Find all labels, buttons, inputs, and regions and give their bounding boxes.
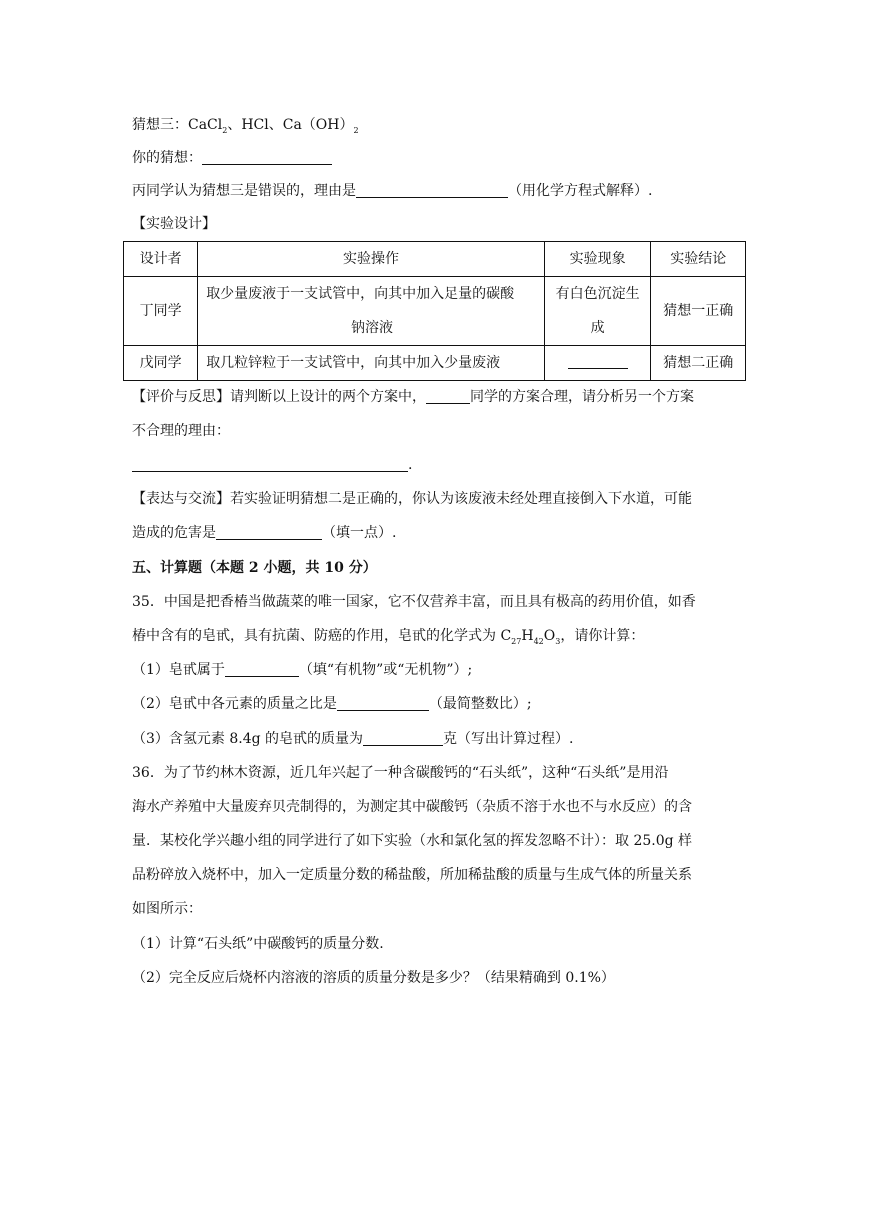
table-cell: 戊同学 [124, 346, 198, 381]
answer-blank[interactable] [568, 354, 628, 369]
table-cell [544, 346, 651, 381]
answer-blank[interactable] [225, 660, 299, 677]
answer-blank[interactable] [216, 523, 322, 540]
q35-line-2: 椿中含有的皂甙，具有抗菌、防癌的作用，皂甙的化学式为 $C_{27}H_{42}O_3$，请你计算： [132, 628, 645, 646]
section-experiment-design: 【实验设计】 [132, 216, 216, 232]
answer-blank[interactable] [363, 729, 443, 746]
table-cell: 猜想一正确 [651, 277, 746, 346]
table-cell: 取几粒锌粒于一支试管中，向其中加入少量废液 [198, 346, 545, 381]
experiment-table [123, 241, 746, 381]
q36-line-3: 量．某校化学兴趣小组的同学进行了如下实验（水和氯化氢的挥发忽略不计）：取 25.0g 样 [132, 833, 693, 849]
evaluation-line-2: 不合理的理由： [132, 423, 230, 439]
table-cell: 取少量废液于一支试管中，向其中加入足量的碳酸 钠溶液 [198, 277, 545, 346]
q36-line-2: 海水产养殖中大量废弃贝壳制得的，为测定其中碳酸钙（杂质不溶于水也不与水反应）的含 [132, 799, 692, 815]
table-cell: 有白色沉淀生 成 [544, 277, 651, 346]
answer-blank[interactable] [356, 181, 508, 198]
table-header-cell: 设计者 [124, 242, 198, 277]
hypothesis-three: 猜想三：CaCl$_2$、HCl、$Ca(OH)_2$ [132, 117, 359, 135]
q35-part-2: （2）皂甙中各元素的质量之比是 （最简整数比）; [132, 696, 532, 712]
expression-line-2: 造成的危害是 （填一点）. [132, 525, 397, 541]
table-header-cell: 实验现象 [544, 242, 651, 277]
q36-line-4: 品粉碎放入烧杯中，加入一定质量分数的稀盐酸，所加稀盐酸的质量与生成气体的所量关系 [132, 867, 692, 883]
table-cell: 丁同学 [124, 277, 198, 346]
expression-line-1: 【表达与交流】若实验证明猜想二是正确的，你认为该废液未经处理直接倒入下水道，可能 [132, 491, 692, 507]
q35-line-1: 35．中国是把香椿当做蔬菜的唯一国家，它不仅营养丰富，而且具有极高的药用价值，如香 [132, 594, 696, 610]
q35-part-1: （1）皂甙属于 （填“有机物”或“无机物”）; [132, 662, 473, 678]
q36-line-1: 36．为了节约林木资源，近几年兴起了一种含碳酸钙的“石头纸”，这种“石头纸”是用沿 [132, 765, 669, 781]
answer-blank[interactable] [132, 455, 408, 472]
section-five-heading: 五、计算题（本题 2 小题，共 10 分） [132, 560, 377, 576]
evaluation-line-1: 【评价与反思】请判断以上设计的两个方案中， 同学的方案合理，请分析另一个方案 [132, 389, 694, 405]
answer-blank[interactable] [426, 387, 470, 404]
evaluation-line-3: . [132, 455, 412, 475]
table-header-cell: 实验操作 [198, 242, 545, 277]
table-row [124, 277, 746, 346]
your-hypothesis: 你的猜想： [132, 148, 332, 168]
q36-part-1: （1）计算“石头纸”中碳酸钙的质量分数. [132, 936, 384, 952]
table-cell: 猜想二正确 [651, 346, 746, 381]
q36-part-2: （2）完全反应后烧杯内溶液的溶质的质量分数是多少？（结果精确到 0.1%） [132, 970, 615, 986]
table-header-row [124, 242, 746, 277]
answer-blank[interactable] [337, 694, 429, 711]
q35-part-3: （3）含氢元素 8.4g 的皂甙的质量为 克（写出计算过程）. [132, 731, 574, 747]
q36-line-5: 如图所示： [132, 901, 202, 917]
bing-reason: 丙同学认为猜想三是错误的，理由是 （用化学方程式解释）. [132, 183, 653, 199]
table-header-cell: 实验结论 [651, 242, 746, 277]
table-row [124, 346, 746, 381]
answer-blank[interactable] [202, 148, 332, 165]
